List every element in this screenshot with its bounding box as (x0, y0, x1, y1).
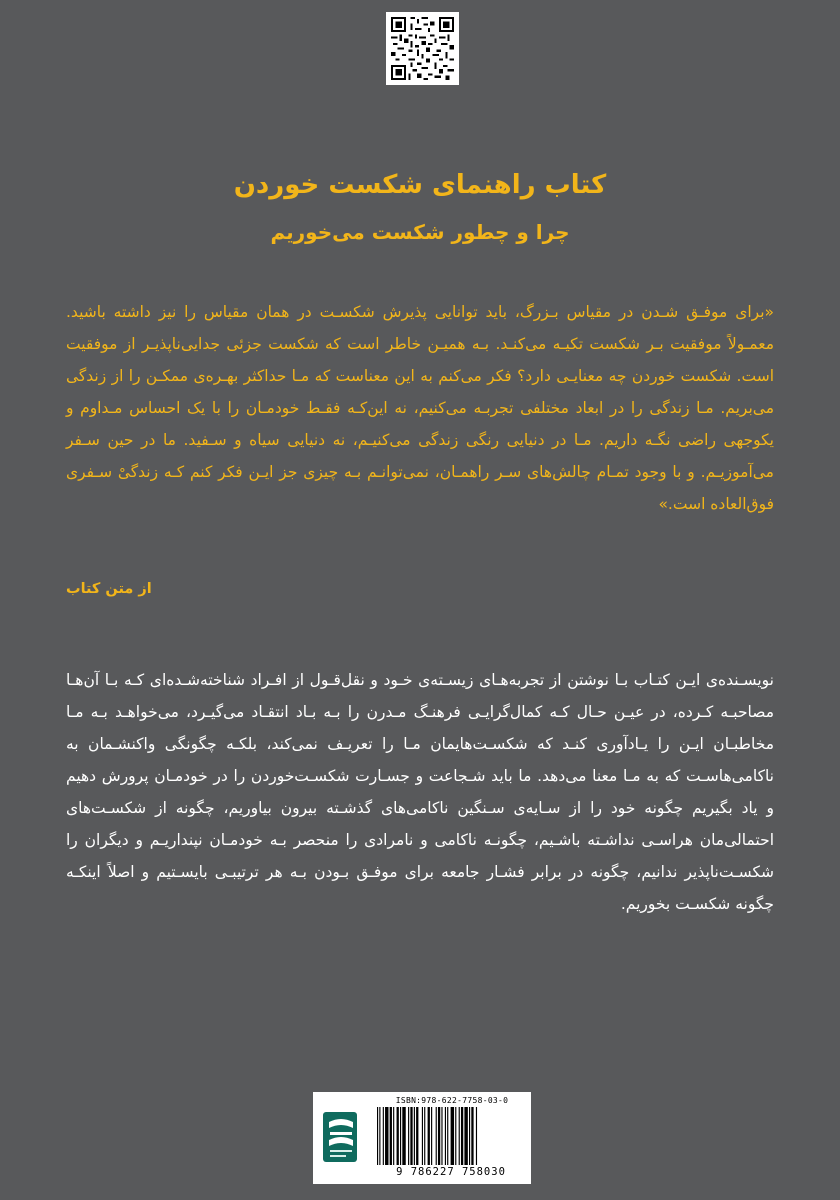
book-description: نویسـنده‌ی ایـن کتـاب بـا نوشتن از تجربه‌هـای زیسـته‌ی خـود و نقل‌قـول از افـراد شناخته‌شـده‌ای کـه بـا آن‌هـا مصاحبـه کـرده، در عیـن حـال کـه کمال‌گرایـی فرهنـگ مـدرن را بـه بـاد انتقـاد می‌گیـرد، می‌خواهـد بـه مـا مخاطبـان ایـن را یـادآوری کنـد که شکسـت‌هایمان مـا را تعریـف نمی‌کند، بلکـه چگونگی واکنشـمان به ناکامی‌هاسـت که به مـا معنا می‌دهد. ما باید شـجاعت و جسـارت شکسـت‌خوردن را در خودمـان پرورش دهیم و یاد بگیریم چگونه خود را از سـایه‌ی سـنگین ناکامی‌های گذشـته بیرون بیاوریم، چگونه از شکسـت‌های احتمالی‌مان هراسـی نداشـته باشـیم، چگونـه ناکامی و نامرادی را منحصر بـه خودمـان نپنداریـم و دیگران را شکسـت‌ناپذیر ندانیم، چگونه در برابر فشـار جامعه برای موفـق بـودن بـه هر ترتیبـی بایسـتیم و اصلاً اینکـه چگونه شکسـت بخوریم. (66, 671, 774, 913)
isbn-barcode-panel (313, 1092, 531, 1184)
book-title: کتاب راهنمای شکست خوردن (233, 170, 607, 200)
book-subtitle: چرا و چطور شکست می‌خوریم (270, 220, 570, 244)
publisher-logo-icon (321, 1108, 361, 1166)
excerpt-source: از متن کتاب (66, 581, 152, 597)
ean-number: 9 786227 758030 (396, 1166, 506, 1178)
isbn-label: ISBN:978-622-7758-03-0 (395, 1096, 509, 1105)
barcode-bars (375, 1107, 527, 1165)
qr-code (386, 12, 459, 85)
excerpt-quote: «برای موفـق شـدن در مقیاس بـزرگ، باید توانایی پذیرش شکسـت در همان مقیاس را نیز داشته باشید. معمـولاً موفقیت بـر شکست تکیـه می‌کنـد. بـه همیـن خاطر است که شکست جزئی جدایی‌ناپذیـر از موفقیت است. شکست خوردن چه معنایـی دارد؟ فکر می‌کنم به این معناست که مـا حداکثر بهـره‌ی ممکـن را از زندگی می‌بریم. مـا زندگی را در ابعاد مختلفی تجربـه می‌کنیم، نه این‌کـه فقـط خودمـان را با یک احساس مـداوم و یکوجهی راضی نگـه داریم. مـا در دنیایی رنگی زندگی می‌کنیـم، نه دنیایی سیاه و سـفید. ما در حین سـفر می‌آموزیـم. و با وجود تمـام چالش‌های سـر راهمـان، نمی‌توانـم بـه چیزی جز ایـن فکر کنم کـه زندگیْ سـفری فوق‌العاده است.» (66, 303, 774, 513)
qr-code-icon (391, 17, 454, 80)
